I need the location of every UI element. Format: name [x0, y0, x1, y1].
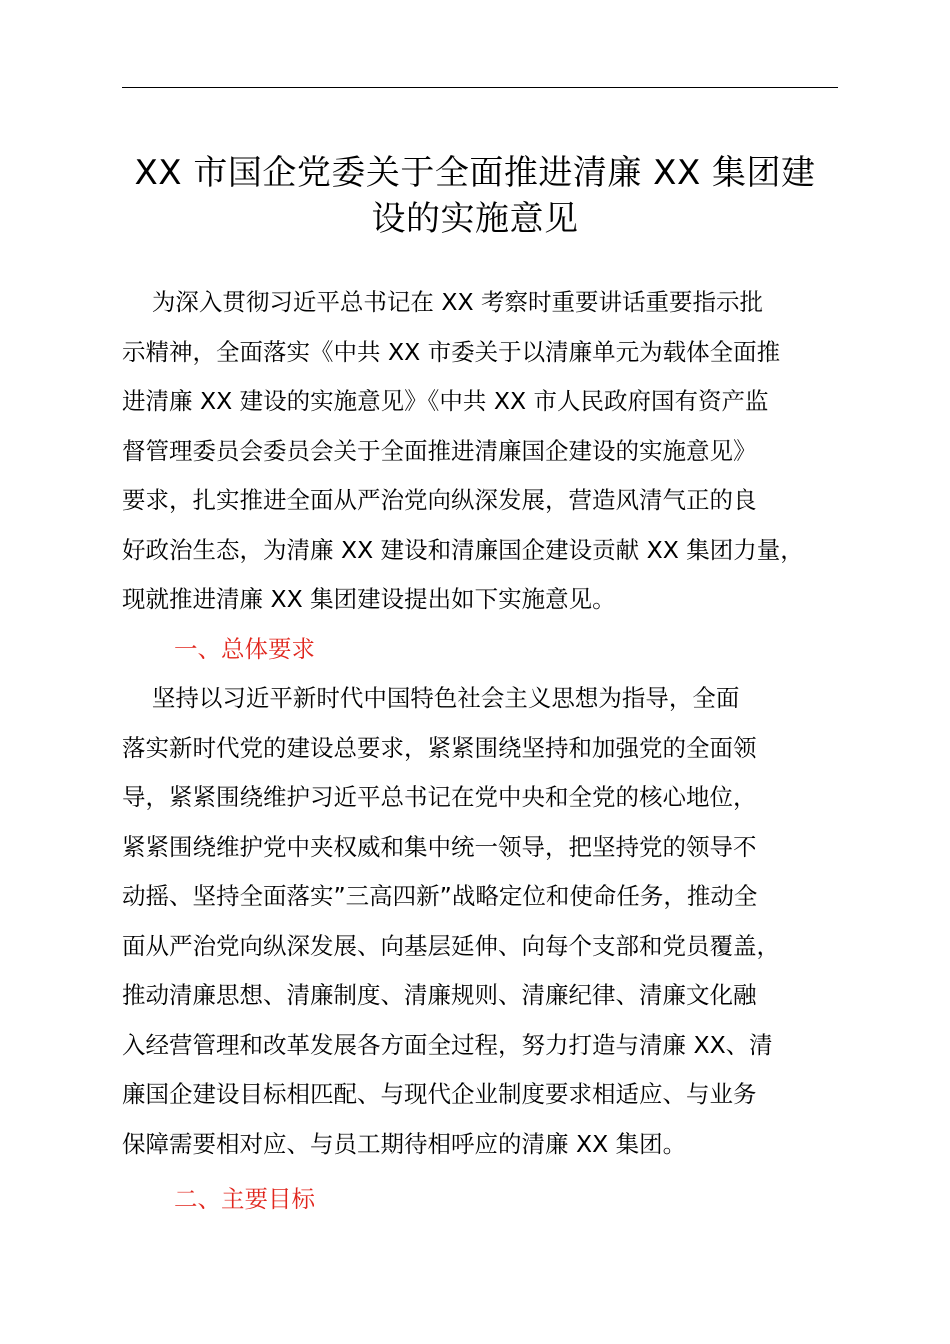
paragraph-line: 入经营管理和改革发展各方面全过程，努力打造与清廉 XX、清: [122, 1030, 773, 1059]
title-line: XX 市国企党委关于全面推进清廉 XX 集团建: [134, 153, 816, 193]
intro-paragraph: [122, 278, 862, 625]
paragraph-line: 推动清廉思想、清廉制度、清廉规则、清廉纪律、清廉文化融: [122, 981, 757, 1009]
header-rule: [122, 87, 838, 88]
paragraph-line: 保障需要相对应、与员工期待相呼应的清廉 XX 集团。: [122, 1129, 687, 1158]
paragraph-line: 紧紧围绕维护党中夹权威和集中统一领导，把坚持党的领导不: [122, 832, 757, 861]
document-title: [100, 150, 850, 242]
paragraph-line: 坚持以习近平新时代中国特色社会主义思想为指导，全面: [122, 684, 740, 712]
paragraph-line: 进清廉 XX 建设的实施意见》《中共 XX 市人民政府国有资产监: [122, 387, 769, 415]
paragraph-line: 为深入贯彻习近平总书记在 XX 考察时重要讲话重要指示批: [122, 288, 764, 316]
paragraph-line: 面从严治党向纵深发展、向基层延伸、向每个支部和党员覆盖，: [122, 931, 780, 960]
paragraph-line: 督管理委员会委员会关于全面推进清廉国企建设的实施意见》: [122, 436, 757, 465]
document-body: [122, 278, 862, 1225]
title-line: 设的实施意见: [371, 199, 579, 239]
paragraph-line: 好政治生态，为清廉 XX 建设和清廉国企建设贡献 XX 集团力量，: [122, 535, 804, 564]
paragraph-line: 落实新时代党的建设总要求，紧紧围绕坚持和加强党的全面领: [122, 733, 757, 762]
paragraph-line: 现就推进清廉 XX 集团建设提出如下实施意见。: [122, 585, 616, 613]
paragraph-line: 廉国企建设目标相匹配、与现代企业制度要求相适应、与业务: [122, 1080, 757, 1108]
paragraph-line: 动摇、坚持全面落实”三高四新”战略定位和使命任务，推动全: [122, 882, 758, 910]
section1-paragraph: [122, 674, 862, 1169]
paragraph-line: 要求，扎实推进全面从严治党向纵深发展，营造风清气正的良: [122, 486, 757, 514]
section-heading-main-goals: 二、主要目标: [174, 1185, 315, 1213]
paragraph-line: 导，紧紧围绕维护习近平总书记在党中央和全党的核心地位，: [122, 783, 757, 811]
paragraph-line: 示精神，全面落实《中共 XX 市委关于以清廉单元为载体全面推: [122, 337, 781, 366]
section-heading-overall-requirements: 一、总体要求: [174, 634, 315, 663]
